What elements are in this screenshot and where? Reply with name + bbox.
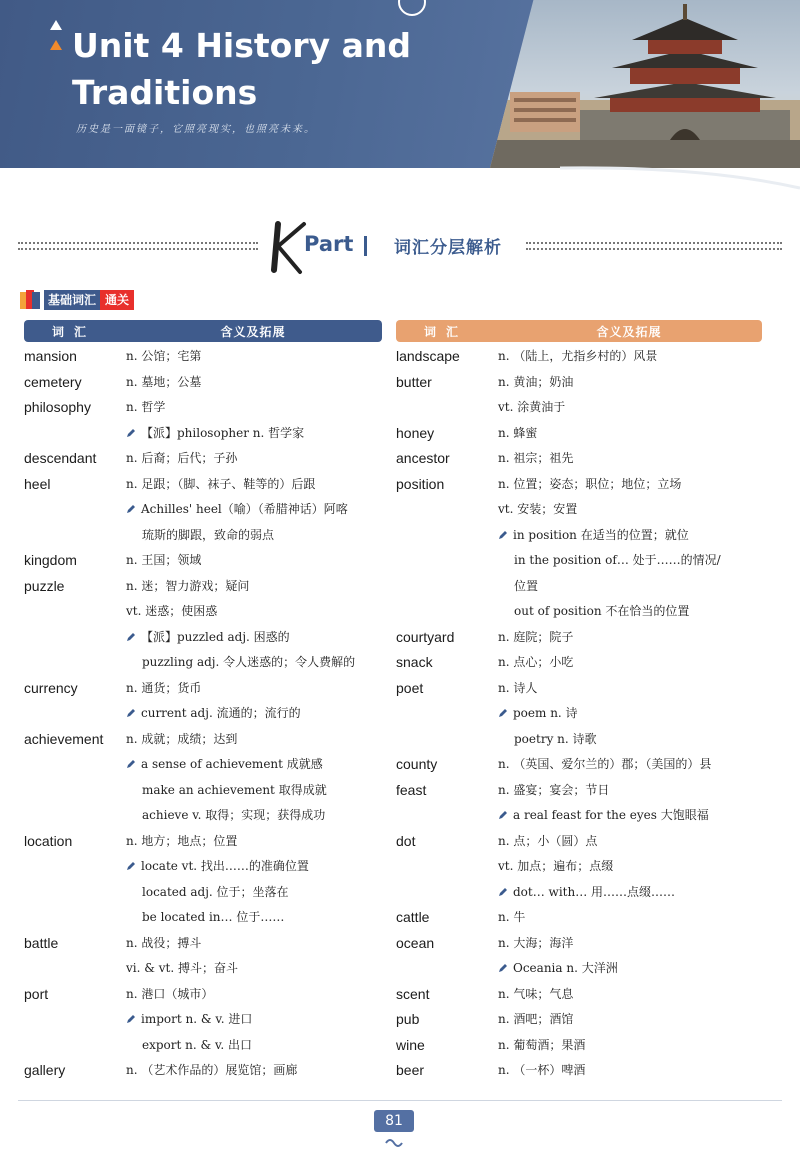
vocab-word	[396, 880, 498, 906]
vocab-word: port	[24, 985, 49, 1002]
vocab-meaning	[126, 421, 382, 447]
vocab-meaning-text: vt. 迷惑；使困惑	[126, 604, 218, 618]
vocab-word	[24, 701, 126, 727]
footer-divider	[18, 1100, 782, 1101]
vocab-meaning	[498, 421, 762, 447]
table-row	[24, 778, 382, 804]
table-row	[396, 905, 762, 931]
table-row	[24, 829, 382, 855]
page-number: 81	[374, 1110, 414, 1132]
table-row	[24, 1058, 382, 1084]
vocab-meaning	[498, 905, 762, 931]
pencil-icon	[126, 428, 136, 438]
vocab-meaning	[498, 880, 762, 906]
vocab-meaning-text: n. 盛宴；宴会；节日	[498, 782, 610, 797]
part-title: 词汇分层解析	[394, 238, 502, 258]
vocab-meaning-text: poetry n. 诗歌	[514, 731, 597, 746]
vocab-word: currency	[24, 679, 78, 696]
table-header-left	[24, 320, 382, 342]
table-row	[396, 472, 762, 498]
vocab-meaning	[498, 497, 762, 523]
vocab-meaning-text: a real feast for the eyes 大饱眼福	[513, 808, 709, 822]
section-label-text: 基础词汇	[44, 290, 100, 310]
vocab-meaning-text: Oceania n. 大洋洲	[513, 961, 618, 975]
vocab-meaning-text: n. 大海；海洋	[498, 935, 574, 950]
vocab-word	[24, 956, 126, 982]
vocab-meaning	[126, 574, 382, 600]
table-row	[396, 778, 762, 804]
table-row	[24, 1033, 382, 1059]
table-row	[396, 803, 762, 829]
vocab-meaning	[126, 625, 382, 651]
vocab-word	[24, 880, 126, 906]
vocab-meaning	[126, 523, 382, 549]
vocab-meaning-text: n. 诗人	[498, 680, 538, 695]
vocab-word: battle	[24, 934, 59, 951]
vocab-meaning	[126, 778, 382, 804]
vocab-meaning	[126, 803, 382, 829]
vocab-word	[24, 778, 126, 804]
vocab-word	[24, 905, 126, 931]
pencil-icon	[126, 1014, 136, 1024]
pencil-icon	[498, 887, 508, 897]
header-word: 词汇	[51, 324, 96, 339]
vocab-meaning	[498, 752, 762, 778]
vocab-word	[396, 395, 498, 421]
table-row	[396, 421, 762, 447]
vocab-meaning-text: out of position 不在恰当的位置	[514, 604, 690, 618]
table-row	[24, 370, 382, 396]
vocab-word	[24, 497, 126, 523]
section-label	[18, 289, 134, 311]
vocab-word: butter	[396, 373, 432, 390]
vocab-word: mansion	[24, 348, 77, 364]
table-row	[396, 880, 762, 906]
vocab-word	[396, 803, 498, 829]
vocab-word: courtyard	[396, 628, 455, 645]
header-word: 词汇	[423, 324, 468, 339]
vocab-meaning	[498, 1058, 762, 1084]
table-body-left	[24, 344, 382, 1084]
table-row	[396, 931, 762, 957]
vocab-meaning-text: n. 酒吧；酒馆	[498, 1012, 574, 1026]
vocab-meaning-text: n. 地方；地点；位置	[126, 833, 238, 848]
vocab-word	[396, 599, 498, 625]
table-row	[396, 752, 762, 778]
vocab-meaning-text: n. 战役；搏斗	[126, 935, 202, 950]
vocab-word	[24, 1007, 126, 1033]
vocab-meaning-text: export n. & v. 出口	[142, 1037, 252, 1052]
table-row	[24, 497, 382, 523]
vocab-meaning	[126, 548, 382, 574]
vocab-meaning-text: vi. & vt. 搏斗；奋斗	[126, 961, 238, 975]
page-ornament-icon	[384, 1137, 404, 1149]
vocab-meaning-text: n. 哲学	[126, 400, 166, 414]
vocab-meaning-text: achieve v. 取得；实现；获得成功	[142, 808, 326, 822]
table-row	[24, 727, 382, 753]
vocab-meaning-text: n. 庭院；院子	[498, 629, 574, 644]
vocab-word: descendant	[24, 450, 97, 466]
table-row	[396, 548, 762, 574]
vocab-word	[396, 497, 498, 523]
table-row	[396, 1007, 762, 1033]
table-row	[24, 548, 382, 574]
vocab-meaning	[126, 982, 382, 1008]
table-row	[396, 854, 762, 880]
vocab-meaning	[126, 956, 382, 982]
pencil-icon	[126, 861, 136, 871]
vocab-meaning-text: n. 后裔；后代；子孙	[126, 451, 238, 465]
header-meaning: 含义及拓展	[596, 324, 662, 339]
table-row	[24, 395, 382, 421]
vocab-meaning	[498, 778, 762, 804]
vocab-meaning-text: n. 足跟；（脚、袜子、鞋等的）后跟	[126, 476, 316, 491]
part-separator	[364, 236, 367, 256]
vocab-word: ocean	[396, 934, 435, 951]
table-row	[24, 1007, 382, 1033]
vocab-word	[24, 752, 126, 778]
vocab-meaning	[126, 650, 382, 676]
vocab-meaning-text: n. 祖宗；祖先	[498, 451, 574, 465]
triangle-icon	[50, 20, 62, 30]
vocab-word	[24, 599, 126, 625]
vocab-meaning-text: n. （陆上，尤指乡村的）风景	[498, 349, 658, 363]
vocab-word: wine	[396, 1036, 425, 1053]
table-row	[396, 625, 762, 651]
vocab-meaning	[126, 905, 382, 931]
vocab-meaning	[498, 344, 762, 370]
vocab-word: ancestor	[396, 450, 450, 466]
vocab-meaning	[126, 829, 382, 855]
vocab-meaning	[498, 650, 762, 676]
pencil-icon	[498, 810, 508, 820]
vocab-word: philosophy	[24, 399, 91, 415]
table-row	[396, 701, 762, 727]
vocab-word	[24, 625, 126, 651]
table-row	[396, 829, 762, 855]
vocab-word: puzzle	[24, 577, 65, 594]
vocab-meaning	[126, 395, 382, 421]
vocab-meaning	[498, 446, 762, 472]
table-row	[24, 701, 382, 727]
table-row	[24, 676, 382, 702]
vocab-meaning-text: make an achievement 取得成就	[142, 782, 327, 797]
vocab-meaning-text: Achilles' heel（喻）（希腊神话）阿喀	[141, 502, 348, 516]
vocab-meaning-text: n. 位置；姿态；职位；地位；立场	[498, 476, 682, 491]
pencil-icon	[126, 759, 136, 769]
vocab-meaning	[126, 599, 382, 625]
table-row	[24, 803, 382, 829]
vocab-meaning-text: 位置	[514, 578, 539, 593]
vocab-meaning	[126, 931, 382, 957]
banner-curve	[0, 130, 800, 190]
section-label-tag: 通关	[100, 290, 134, 310]
table-row	[24, 523, 382, 549]
vocab-word: pub	[396, 1011, 420, 1027]
table-row	[24, 421, 382, 447]
vocab-meaning-text: puzzling adj. 令人迷惑的；令人费解的	[142, 655, 356, 669]
vocab-meaning	[498, 548, 762, 574]
vocab-meaning	[498, 574, 762, 600]
table-row	[24, 880, 382, 906]
vocab-meaning	[126, 854, 382, 880]
pencil-icon	[498, 963, 508, 973]
vocab-word: location	[24, 832, 73, 849]
vocab-meaning	[126, 752, 382, 778]
dotted-divider	[526, 242, 782, 250]
table-row	[396, 523, 762, 549]
unit-banner	[0, 0, 800, 200]
vocab-word: cattle	[396, 909, 430, 925]
table-row	[24, 752, 382, 778]
vocab-meaning	[498, 803, 762, 829]
vocab-meaning	[498, 982, 762, 1008]
table-row	[396, 446, 762, 472]
table-row	[396, 982, 762, 1008]
vocab-meaning-text: n. 黄油；奶油	[498, 374, 574, 389]
vocab-meaning-text: import n. & v. 进口	[141, 1012, 253, 1026]
vocab-word	[396, 574, 498, 600]
vocab-meaning	[126, 727, 382, 753]
pencil-icon	[498, 708, 508, 718]
vocab-word	[24, 650, 126, 676]
vocab-word	[396, 701, 498, 727]
table-row	[396, 370, 762, 396]
vocab-word: poet	[396, 679, 424, 696]
table-row	[24, 905, 382, 931]
triangle-icon	[50, 40, 62, 50]
header-meaning: 含义及拓展	[220, 324, 286, 339]
vocab-word: achievement	[24, 730, 104, 747]
vocab-meaning-text: n. 点；小（圆）点	[498, 833, 598, 848]
table-row	[24, 599, 382, 625]
vocab-meaning	[498, 701, 762, 727]
vocab-word: gallery	[24, 1062, 66, 1078]
vocab-word	[396, 548, 498, 574]
vocab-meaning-text: 琉斯的脚跟，致命的弱点	[142, 527, 275, 542]
vocab-meaning-text: 【派】puzzled adj. 困惑的	[141, 629, 290, 644]
vocab-meaning	[126, 370, 382, 396]
vocab-meaning	[498, 956, 762, 982]
table-row	[396, 727, 762, 753]
vocab-meaning	[126, 676, 382, 702]
vocab-meaning-text: n. 点心；小吃	[498, 655, 574, 669]
vocab-meaning-text: n. 葡萄酒；果酒	[498, 1037, 586, 1052]
vocab-meaning	[498, 599, 762, 625]
table-row	[24, 854, 382, 880]
vocab-meaning-text: in position 在适当的位置；就位	[513, 527, 689, 542]
vocab-meaning-text: 【派】philosopher n. 哲学家	[141, 425, 305, 440]
vocab-meaning	[498, 1033, 762, 1059]
vocab-word: beer	[396, 1062, 425, 1078]
vocab-meaning	[126, 701, 382, 727]
vocab-word	[396, 956, 498, 982]
vocab-word: honey	[396, 424, 435, 441]
vocab-word	[396, 854, 498, 880]
vocab-word	[24, 421, 126, 447]
vocab-meaning-text: n. 王国；领域	[126, 553, 202, 567]
vocab-meaning-text: n. 迷；智力游戏；疑问	[126, 578, 250, 593]
table-row	[396, 650, 762, 676]
pencil-icon	[498, 530, 508, 540]
vocab-meaning-text: current adj. 流通的；流行的	[141, 706, 301, 720]
vocab-word	[24, 1033, 126, 1059]
vocab-meaning	[498, 370, 762, 396]
vocab-meaning-text: in the position of… 处于……的情况/	[514, 553, 721, 567]
table-row	[24, 625, 382, 651]
vocab-meaning-text: n. （艺术作品的）展览馆；画廊	[126, 1063, 298, 1077]
vocab-word	[24, 523, 126, 549]
vocab-meaning	[126, 472, 382, 498]
vocab-meaning-text: n. 气味；气息	[498, 986, 574, 1001]
vocab-table-left	[24, 320, 382, 1084]
vocab-meaning-text: vt. 涂黄油于	[498, 400, 566, 414]
vocab-word: kingdom	[24, 552, 77, 568]
unit-title: Unit 4 History and Traditions	[72, 26, 411, 112]
vocab-meaning-text: dot… with… 用……点缀……	[513, 884, 676, 899]
vocab-meaning	[498, 854, 762, 880]
vocab-meaning-text: a sense of achievement 成就感	[141, 757, 323, 771]
vocab-meaning-text: located adj. 位于；坐落在	[142, 884, 289, 899]
vocab-word: snack	[396, 654, 433, 670]
vocab-word: scent	[396, 985, 430, 1002]
vocab-meaning-text: vt. 安装；安置	[498, 502, 578, 516]
table-row	[24, 982, 382, 1008]
vocab-meaning	[126, 1007, 382, 1033]
vocab-word: cemetery	[24, 373, 82, 390]
vocab-meaning	[126, 497, 382, 523]
vocab-meaning-text: n. 成就；成绩；达到	[126, 731, 238, 746]
table-row	[396, 599, 762, 625]
vocab-meaning	[498, 523, 762, 549]
vocab-meaning	[498, 676, 762, 702]
table-body-right	[396, 344, 762, 1084]
vocab-meaning	[498, 727, 762, 753]
vocab-word: landscape	[396, 348, 460, 364]
dotted-divider	[18, 242, 258, 250]
vocab-meaning	[498, 1007, 762, 1033]
vocab-meaning-text: be located in… 位于……	[142, 910, 285, 924]
pencil-icon	[126, 632, 136, 642]
table-row	[396, 344, 762, 370]
table-row	[396, 1033, 762, 1059]
table-row	[24, 956, 382, 982]
table-row	[24, 472, 382, 498]
table-row	[24, 344, 382, 370]
table-row	[24, 574, 382, 600]
vocab-meaning-text: poem n. 诗	[513, 706, 578, 720]
table-row	[396, 395, 762, 421]
vocab-table-right	[396, 320, 762, 1084]
vocab-word	[396, 727, 498, 753]
pencil-icon	[126, 708, 136, 718]
vocab-meaning-text: n. 蜂蜜	[498, 425, 538, 440]
vocab-meaning-text: n. （一杯）啤酒	[498, 1063, 586, 1077]
table-row	[396, 497, 762, 523]
vocab-meaning	[126, 880, 382, 906]
vocab-word: heel	[24, 475, 51, 492]
table-row	[24, 931, 382, 957]
part-word: Part	[304, 232, 354, 256]
table-row	[396, 1058, 762, 1084]
vocab-word	[24, 854, 126, 880]
vocab-meaning-text: n. 通货；货币	[126, 680, 202, 695]
vocab-meaning	[498, 625, 762, 651]
vocab-meaning-text: vt. 加点；遍布；点缀	[498, 859, 614, 873]
vocab-meaning	[126, 446, 382, 472]
table-row	[24, 650, 382, 676]
vocab-meaning-text: n. 牛	[498, 910, 526, 924]
vocab-word: dot	[396, 832, 416, 849]
vocab-word	[24, 803, 126, 829]
vocab-meaning	[126, 344, 382, 370]
vocab-meaning	[126, 1033, 382, 1059]
vocab-meaning-text: n. 港口（城市）	[126, 986, 214, 1001]
pencil-icon	[126, 504, 136, 514]
vocab-meaning	[498, 472, 762, 498]
vocab-meaning	[498, 395, 762, 421]
table-header-right	[396, 320, 762, 342]
part-header	[18, 218, 782, 278]
vocab-word: position	[396, 475, 445, 492]
unit-motto: 历史是一面镜子，它照亮现实，也照亮未来。	[76, 124, 316, 135]
vocab-meaning-text: n. （英国、爱尔兰的）郡；（美国的）县	[498, 757, 712, 771]
vocab-meaning	[498, 829, 762, 855]
vocab-meaning	[498, 931, 762, 957]
vocab-meaning-text: n. 墓地；公墓	[126, 374, 202, 389]
vocab-word	[396, 523, 498, 549]
vocab-meaning-text: locate vt. 找出……的准确位置	[141, 859, 309, 873]
table-row	[396, 676, 762, 702]
table-row	[396, 956, 762, 982]
table-row	[24, 446, 382, 472]
vocab-word: county	[396, 756, 438, 772]
vocab-word: feast	[396, 781, 427, 798]
vocab-meaning-text: n. 公馆；宅第	[126, 349, 202, 363]
table-row	[396, 574, 762, 600]
vocab-meaning	[126, 1058, 382, 1084]
book-icon	[18, 289, 44, 311]
